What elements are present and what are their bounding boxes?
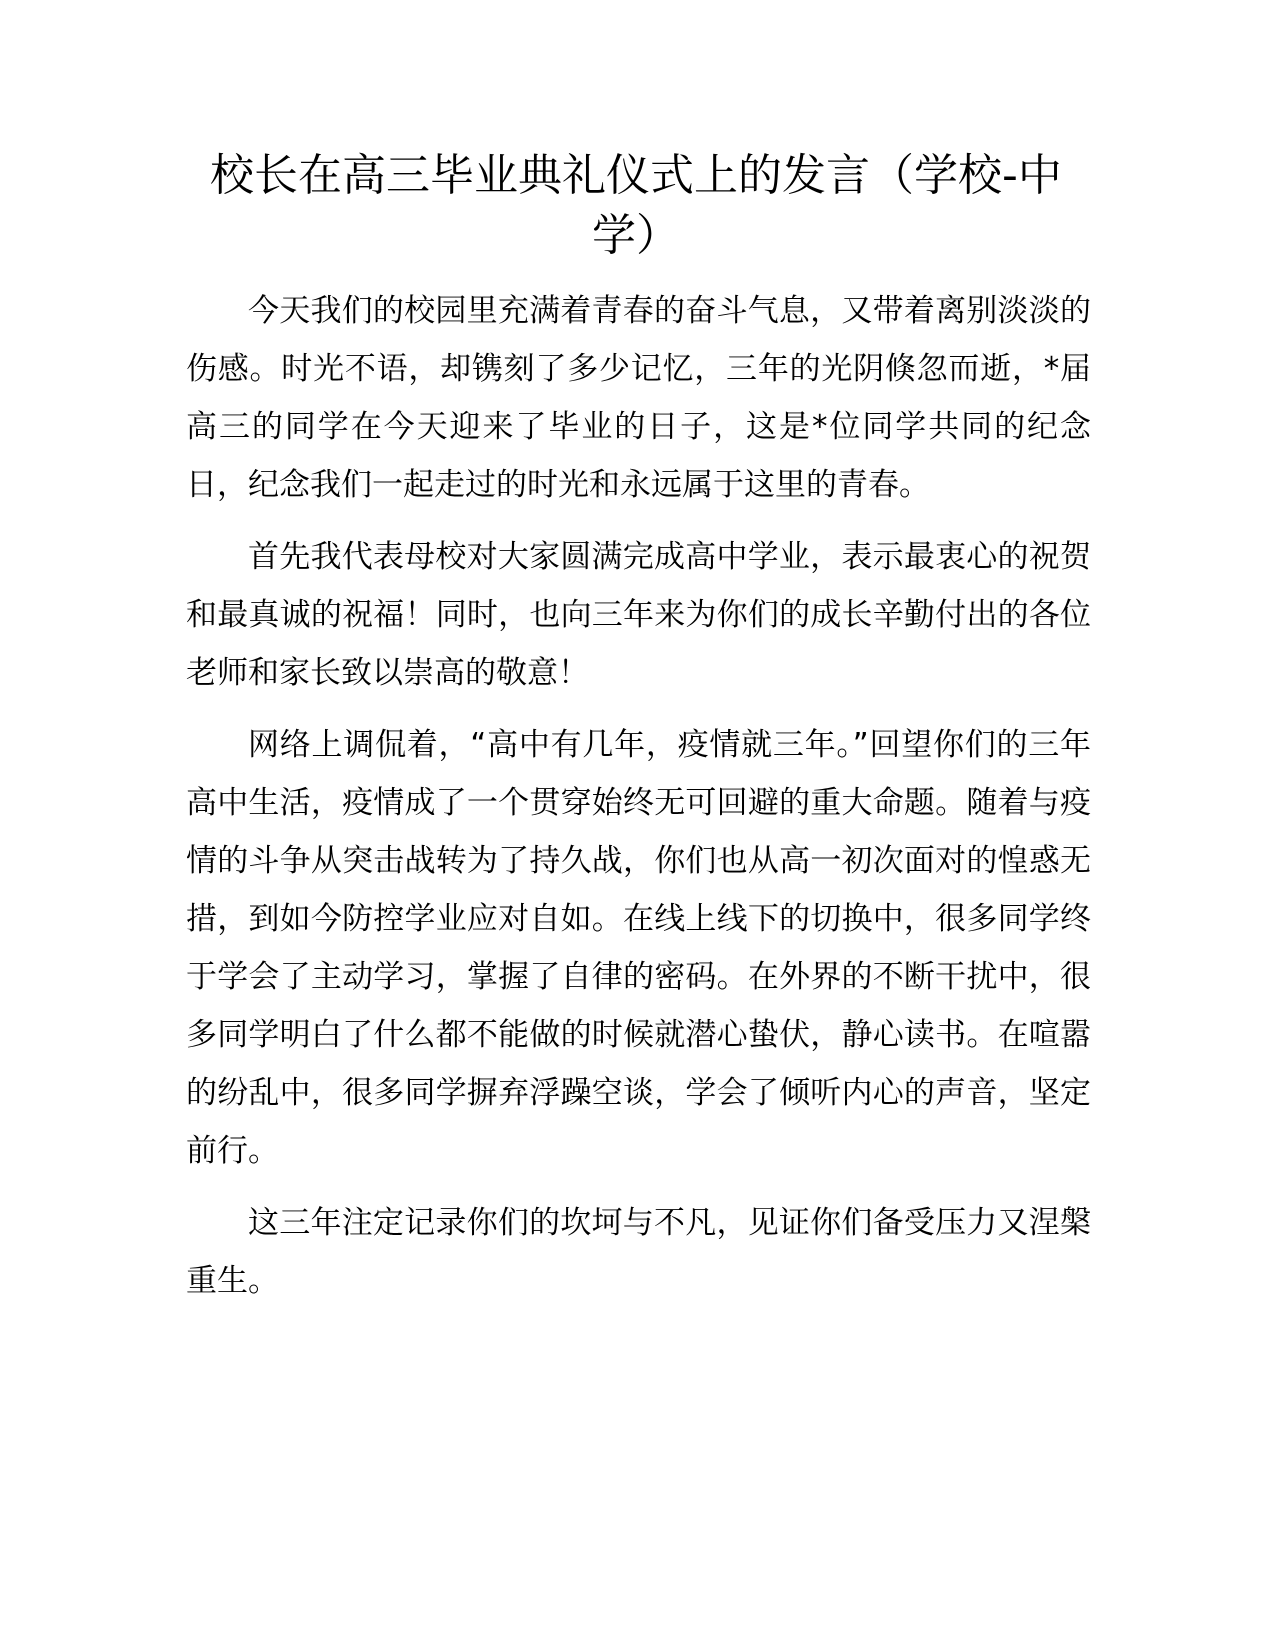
- body-paragraph: 网络上调侃着，“高中有几年，疫情就三年。”回望你们的三年高中生活，疫情成了一个贯穿始终无可回避的重大命题。随着与疫情的斗争从突击战转为了持久战，你们也从高一初次面对的惶惑无措，到如今防控学业应对自如。在线上线下的切换中，很多同学终于学会了主动学习，掌握了自律的密码。在外界的不断干扰中，很多同学明白了什么都不能做的时候就潜心蛰伏，静心读书。在喧嚣的纷乱中，很多同学摒弃浮躁空谈，学会了倾听内心的声音，坚定前行。: [186, 727, 1091, 1169]
- body-paragraph: 今天我们的校园里充满着青春的奋斗气息，又带着离别淡淡的伤感。时光不语，却镌刻了多少记忆，三年的光阴倏忽而逝，*届高三的同学在今天迎来了毕业的日子，这是*位同学共同的纪念日，纪念我们一起走过的时光和永远属于这里的青春。: [186, 293, 1091, 503]
- document-body: [186, 282, 1091, 1324]
- body-paragraph: 首先我代表母校对大家圆满完成高中学业，表示最衷心的祝贺和最真诚的祝福！同时，也向三年来为你们的成长辛勤付出的各位老师和家长致以崇高的敬意！: [186, 539, 1091, 691]
- body-paragraph: 这三年注定记录你们的坎坷与不凡，见证你们备受压力又涅槃重生。: [186, 1205, 1091, 1299]
- document-title: 校长在高三毕业典礼仪式上的发言（学校-中学）: [210, 150, 1062, 261]
